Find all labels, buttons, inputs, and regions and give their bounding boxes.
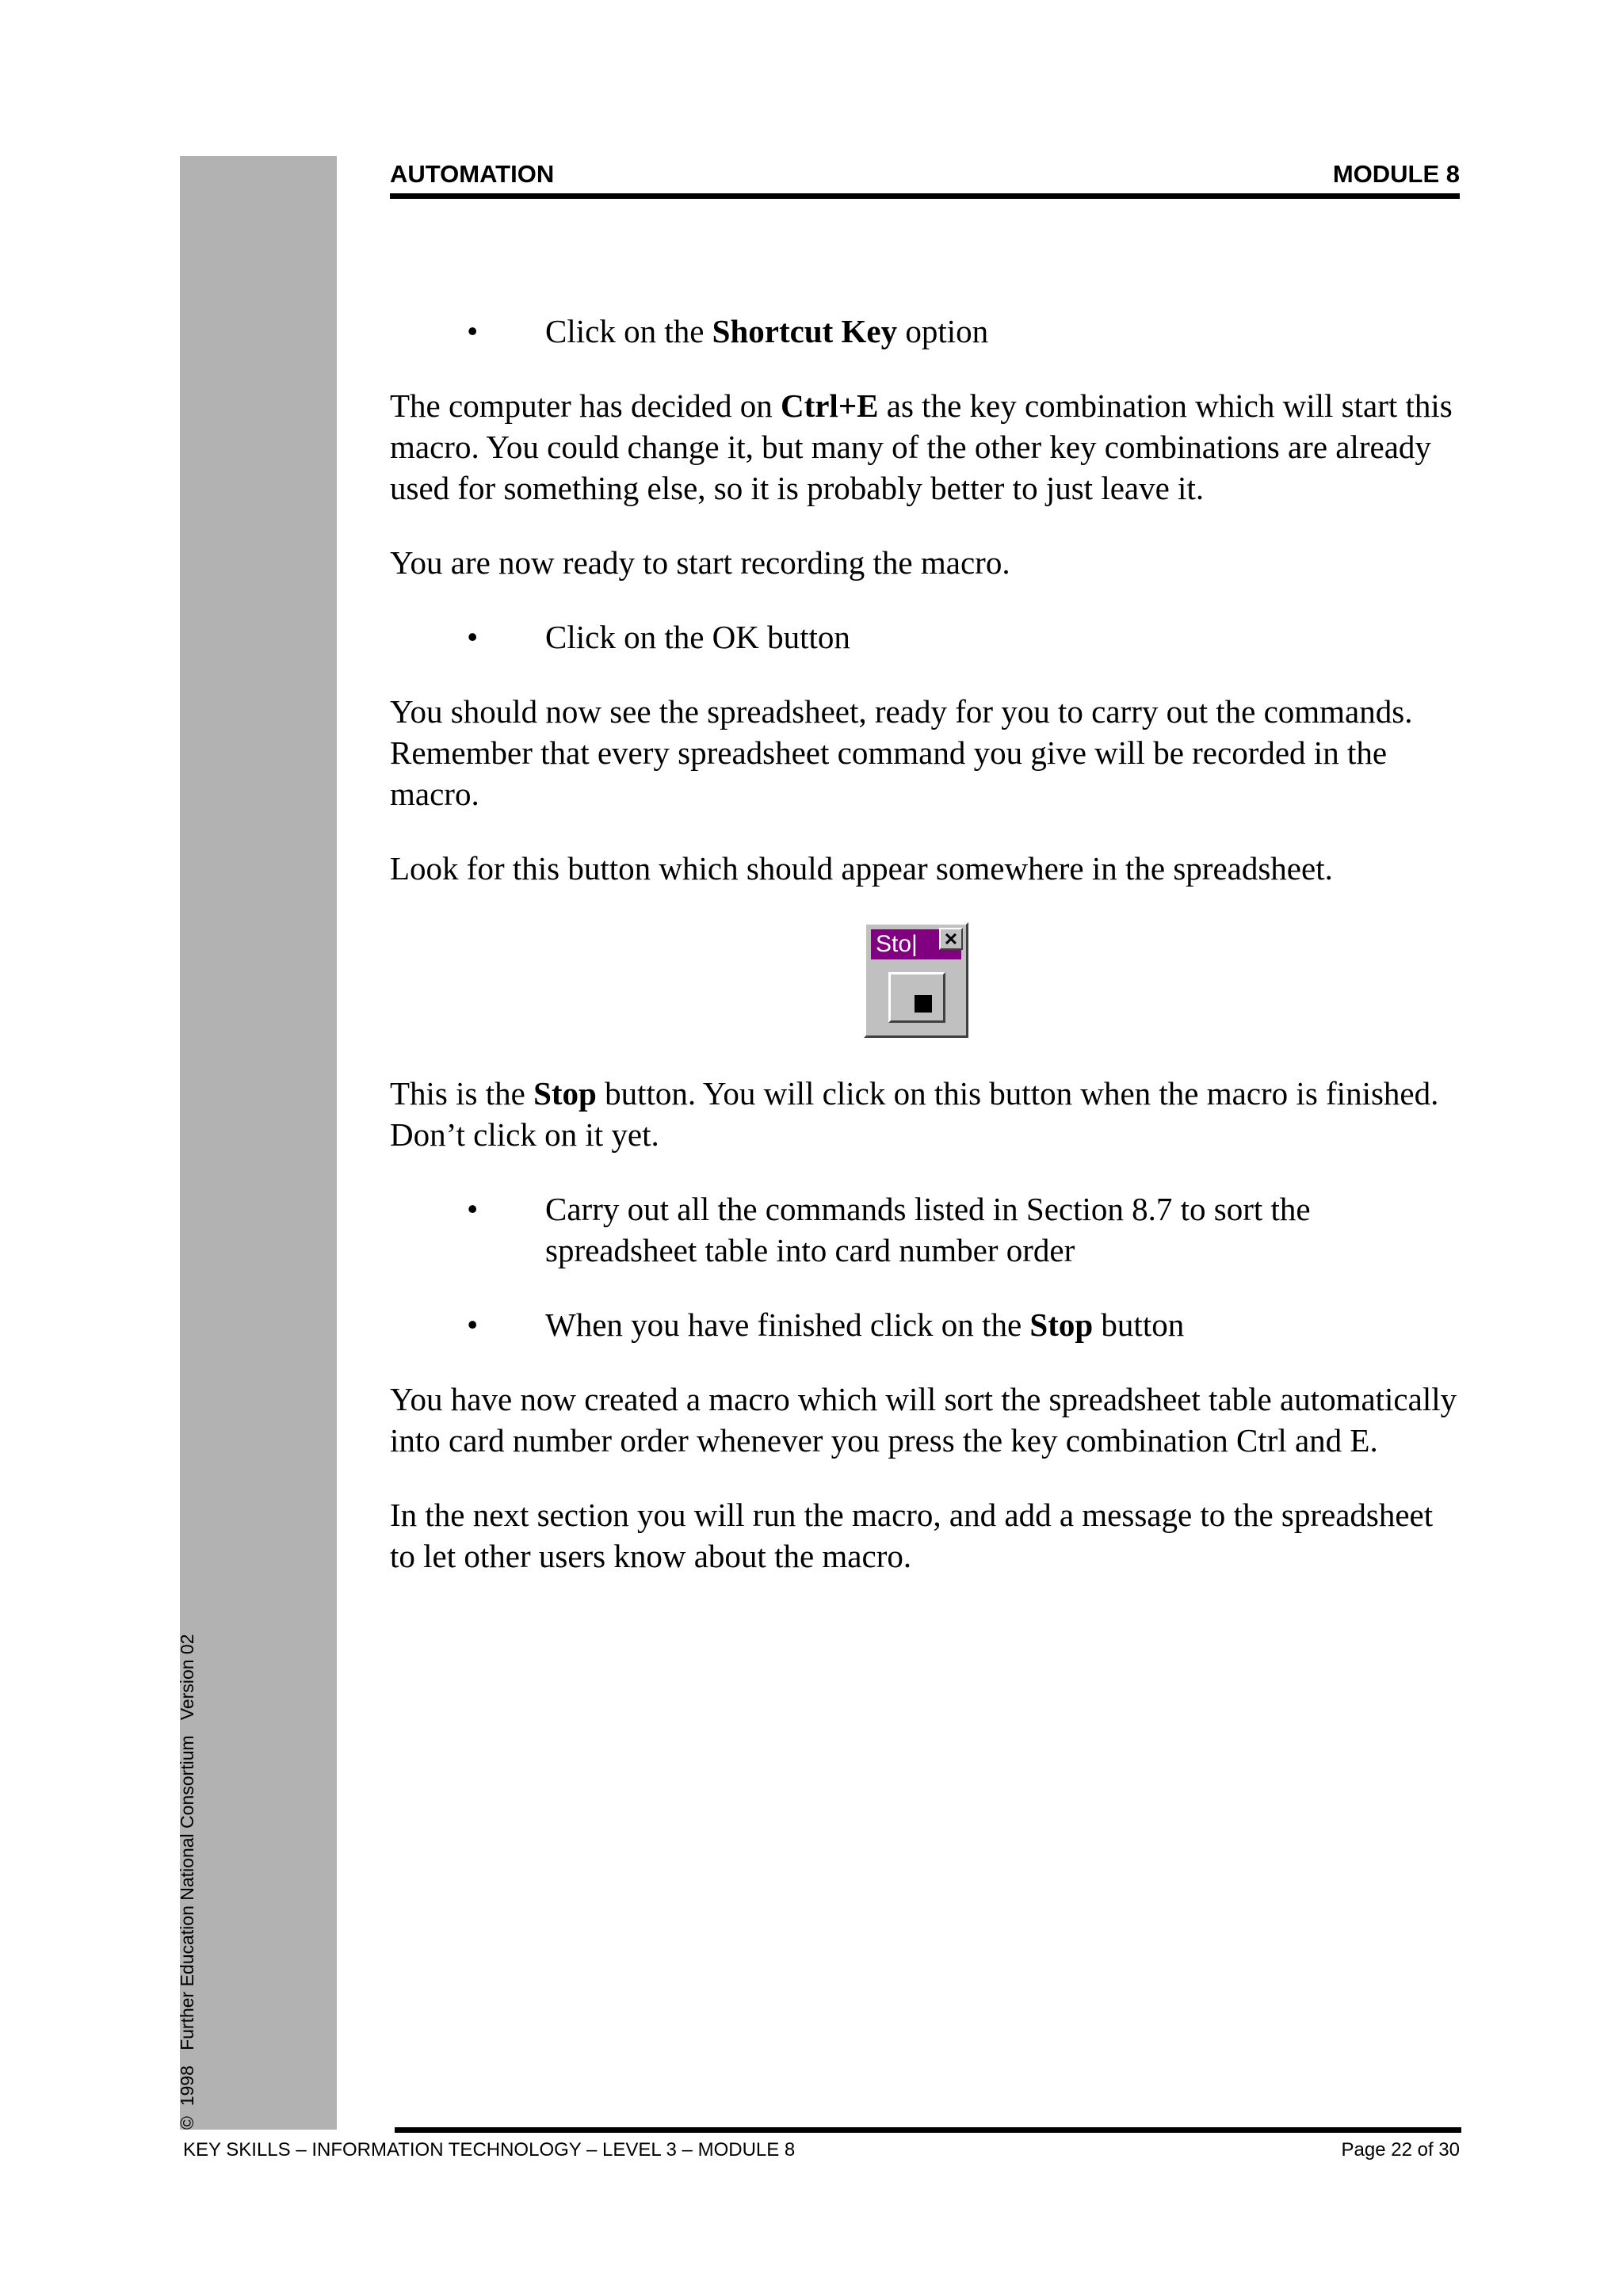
sidebar-band [180, 156, 337, 2130]
stop-toolbar-figure [390, 922, 1460, 1039]
bullet-bold: Stop [1029, 1306, 1094, 1343]
bullet-text: button [1093, 1306, 1185, 1343]
page-header [390, 157, 1460, 189]
page-content [390, 311, 1460, 1610]
paragraph: You should now see the spreadsheet, ready for you to carry out the commands. Remember that every spreadsheet command you give will be recorded in the macro. [390, 693, 1413, 812]
header-title: AUTOMATION [390, 160, 555, 188]
copyright-note: © 1998 Further Education National Consortium Version 02 [177, 1634, 197, 2130]
page-number: Page 22 of 30 [1341, 2139, 1460, 2161]
paragraph-text: button. You will click on this button when the macro is finished. Don’t click on it yet. [390, 1075, 1439, 1153]
header-rule [390, 193, 1460, 199]
paragraph: You have now created a macro which will sort the spreadsheet table automatically into card number order whenever you press the key combination Ctrl and E. [390, 1381, 1457, 1459]
bullet-item [390, 1304, 1460, 1345]
bullet-text: Carry out all the commands listed in Section 8.7 to sort the spreadsheet table into card number order [545, 1191, 1311, 1268]
bullet-item [390, 616, 1460, 658]
footer-rule [395, 2127, 1461, 2133]
footer-title: KEY SKILLS – INFORMATION TECHNOLOGY – LEVEL 3 – MODULE 8 [183, 2139, 796, 2161]
bullet-text: Click on the OK button [545, 619, 850, 655]
bullet-dot: • [467, 1306, 479, 1343]
paragraph: You are now ready to start recording the macro. [390, 544, 1010, 581]
bullet-text: Click on the [545, 313, 712, 349]
paragraph-text: This is the [390, 1075, 534, 1112]
paragraph: Look for this button which should appear somewhere in the spreadsheet. [390, 850, 1333, 887]
stop-square-icon [915, 995, 932, 1013]
paragraph-bold: Ctrl+E [780, 387, 879, 424]
bullet-dot: • [467, 313, 479, 349]
bullet-text: option [897, 313, 989, 349]
paragraph [390, 1073, 1460, 1155]
paragraph: In the next section you will run the macro, and add a message to the spreadsheet to let other users know about the macro. [390, 1497, 1434, 1574]
page-footer [183, 2139, 1460, 2161]
paragraph-bold: Stop [533, 1075, 597, 1112]
stop-recording-toolbar [864, 922, 968, 1038]
stop-button[interactable] [888, 972, 945, 1023]
paragraph-text: as the key combination which will start this macro. You could change it, but many of the other key combinations are already used for something else, so it is probably better to just leave it. [390, 387, 1453, 506]
bullet-text: When you have finished click on the [545, 1306, 1030, 1343]
header-module: MODULE 8 [1332, 160, 1460, 188]
paragraph [390, 385, 1460, 509]
paragraph-text: The computer has decided on [390, 387, 781, 424]
bullet-dot: • [467, 619, 479, 655]
bullet-item [390, 311, 1460, 352]
bullet-bold: Shortcut Key [712, 313, 898, 349]
bullet-dot: • [467, 1191, 479, 1227]
toolbar-title: Sto| [871, 929, 961, 959]
bullet-item [390, 1188, 1460, 1271]
close-icon[interactable]: ✕ [939, 928, 963, 950]
